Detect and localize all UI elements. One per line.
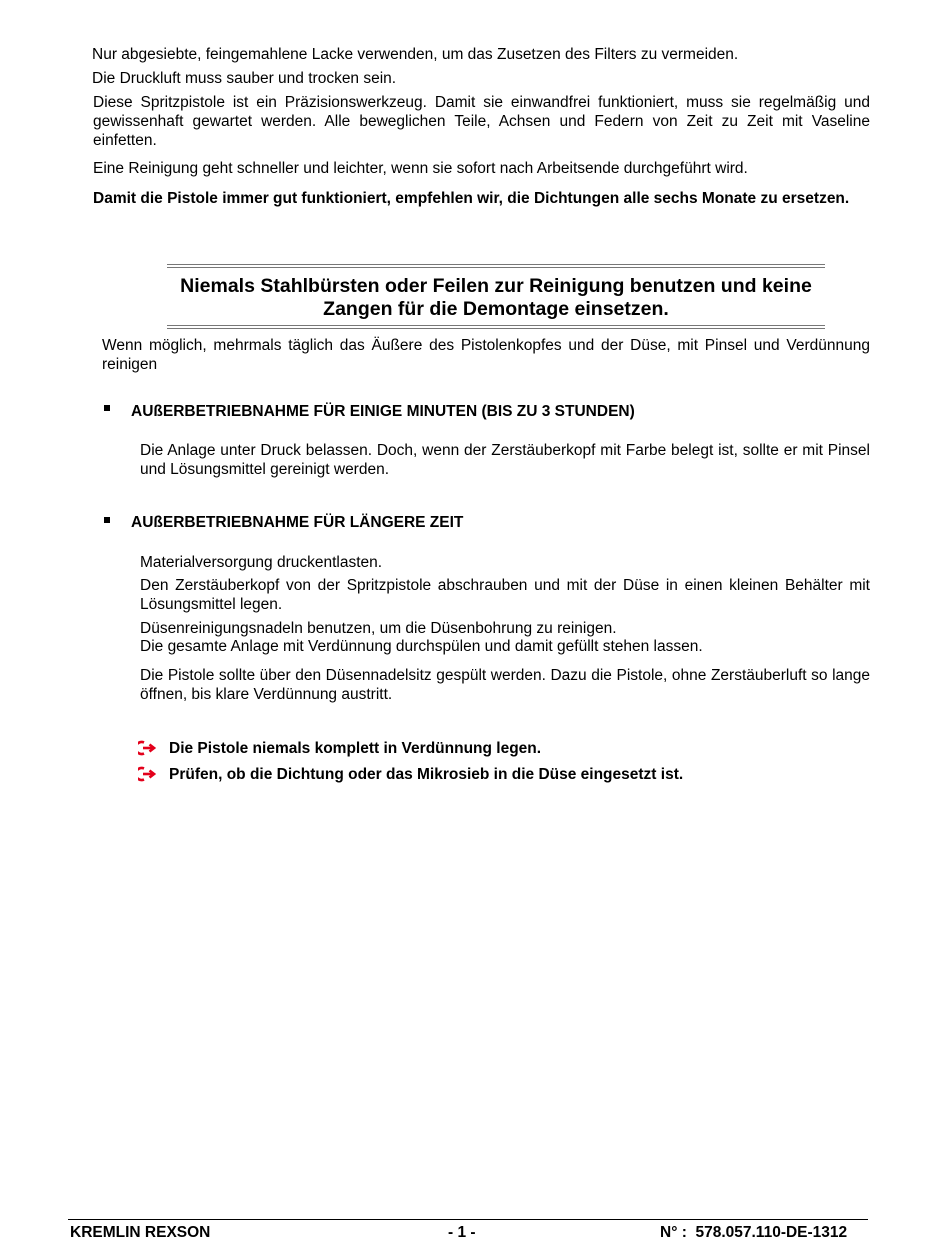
warning-arrow-icon <box>138 740 156 756</box>
section-heading-long-shutdown: AUßERBETRIEBNAHME FÜR LÄNGERE ZEIT <box>131 514 464 531</box>
intro-seal-note: Damit die Pistole immer gut funktioniert, empfehlen wir, die Dichtungen alle sechs Monate zu ersetzen. <box>93 190 850 207</box>
section-short-shutdown-text: Die Anlage unter Druck belassen. Doch, wenn der Zerstäuberkopf mit Farbe belegt ist, sollte er mit Pinsel und Lösungsmittel gereinigt werden. <box>140 442 870 478</box>
long-shutdown-step-needles: Düsenreinigungsnadeln benutzen, um die Düsenbohrung zu reinigen. <box>140 620 617 637</box>
notice-bottom-rule <box>167 325 825 329</box>
footer-page-number: - 1 - <box>448 1224 476 1241</box>
section-heading-short-shutdown: AUßERBETRIEBNAHME FÜR EINIGE MINUTEN (BIS ZU 3 STUNDEN) <box>131 403 635 420</box>
footer-rule <box>68 1219 868 1220</box>
intro-line-compressed-air: Die Druckluft muss sauber und trocken sein. <box>92 70 397 87</box>
long-shutdown-step-remove-head: Den Zerstäuberkopf von der Spritzpistole abschrauben und mit der Düse in einen kleinen Behälter mit Lösungsmittel legen. <box>140 577 870 613</box>
footer-document-number: N° : 578.057.110-DE-1312 <box>660 1224 848 1241</box>
intro-maintenance-paragraph: Diese Spritzpistole ist ein Präzisionswerkzeug. Damit sie einwandfrei funktioniert, muss sie regelmäßig und gewissenhaft gewartet werden. Alle beweglichen Teile, Achsen und Federn von Zeit zu Zeit mit Vaseline einfetten. <box>93 94 870 149</box>
daily-cleaning-paragraph: Wenn möglich, mehrmals täglich das Äußere des Pistolenkopfes und der Düse, mit Pinsel und Verdünnung reinigen <box>102 337 870 373</box>
warning-check-seal: Prüfen, ob die Dichtung oder das Mikrosieb in die Düse eingesetzt ist. <box>169 766 684 783</box>
footer-company: KREMLIN REXSON <box>70 1224 211 1241</box>
square-bullet-icon <box>104 405 110 411</box>
notice-top-rule <box>167 264 825 268</box>
intro-line-filter: Nur abgesiebte, feingemahlene Lacke verwenden, um das Zusetzen des Filters zu vermeiden. <box>92 46 739 63</box>
long-shutdown-step-flush: Die gesamte Anlage mit Verdünnung durchspülen und damit gefüllt stehen lassen. <box>140 638 703 655</box>
warning-never-immerse: Die Pistole niemals komplett in Verdünnung legen. <box>169 740 542 757</box>
long-shutdown-step-needle-seat: Die Pistole sollte über den Düsennadelsitz gespült werden. Dazu die Pistole, ohne Zerstäuberluft so lange öffnen, bis klare Verdünnung austritt. <box>140 667 883 703</box>
warning-arrow-icon <box>138 766 156 782</box>
intro-cleaning-paragraph: Eine Reinigung geht schneller und leichter, wenn sie sofort nach Arbeitsende durchgeführt wird. <box>93 160 748 177</box>
long-shutdown-step-depressurize: Materialversorgung druckentlasten. <box>140 554 383 571</box>
notice-heading: Niemals Stahlbürsten oder Feilen zur Reinigung benutzen und keine Zangen für die Demontage einsetzen. <box>180 275 812 320</box>
square-bullet-icon <box>104 517 110 523</box>
